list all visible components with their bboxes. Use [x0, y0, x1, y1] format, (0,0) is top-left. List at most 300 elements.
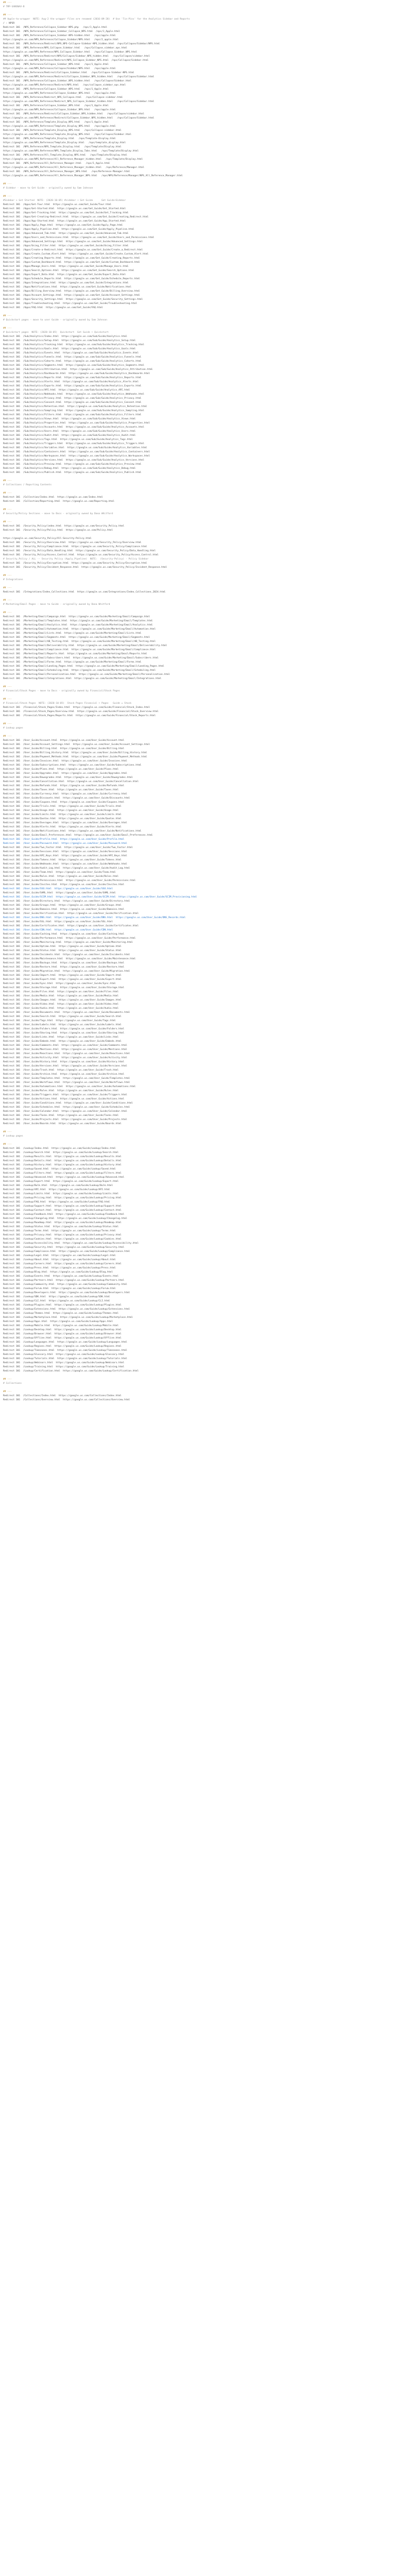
redirect-rule-line: https://google.us.com/NPS_Reference/Collapse_Sidebar/NPS.html /nps/2_apple.html [3, 39, 119, 41]
redirect-rule-line: Redirect 301 /User_Guide/Team.html https://google.us.com/User_Guide/Team.html [3, 871, 116, 874]
redirect-rule-line: Redirect 301 /User_Guide/Audio.html https://google.us.com/User_Guide/Audio.html [3, 1007, 119, 1010]
blank-line [3, 1374, 392, 1378]
redirect-rule-line: Redirect 301 /Marketing/Email/Lists.html https://google.us.com/Guide/Marketing/Email/Lists.html [3, 632, 142, 635]
redirect-rule-line: Redirect 301 /NPS_Reference/NPS_Template_Display.html /nps/Template/Display.html [3, 146, 122, 148]
redirect-rule-line: Redirect 301 /Security_Policy/Overview.html https://google.us.com/Security_Policy/Overview.html [3, 541, 142, 544]
redirect-rule-line: Redirect 301 /Sub/Analytics/Attribution.html https://google.us.com/Sub/Guide/Analytics_Attribution.html [3, 368, 153, 371]
redirect-rule-line: Redirect 301 /Collections/Index.html https://google.us.com/Collections/Index.html [3, 1395, 122, 1397]
redirect-rule-line: Redirect 301 /Sub/Analytics/Workspaces.html https://google.us.com/Sub/Guide/Analytics_Workspaces.html [3, 455, 150, 457]
highlighted-redirect-line: Redirect 301 /User_Guide/CDN.html https://google.us.com/User_Guide/CDN.html [3, 929, 113, 931]
redirect-rule-line: Redirect 301 /Apps/Notifications.html https://google.us.com/Get_Guide/Notifications.html [3, 286, 131, 289]
redirect-rule-line: Redirect 301 /User_Guide/Webhooks.html https://google.us.com/User_Guide/Webhooks.html [3, 863, 127, 866]
redirect-rule-line: Redirect 301 /User_Guide/Status.html https://google.us.com/User_Guide/Status.html [3, 950, 122, 952]
redirect-rule-line: Redirect 301 /User_Guide/Documents.html https://google.us.com/User_Guide/Documents.html [3, 1011, 130, 1014]
redirect-rule-line: Redirect 301 /Lookup/Offline.html https://google.us.com/Guide/Lookup/Offline.html [3, 1337, 122, 1340]
comment-line: # Lookup pages [3, 727, 23, 730]
redirect-rule-line: https://google.us.com/Security_Policy/All-Security-Policy.html [3, 537, 92, 540]
blank-line [3, 516, 392, 520]
section-divider-line: ## --- [3, 2, 12, 4]
redirect-rule-line: Redirect 301 /Sub/Analytics/Containers.html https://google.us.com/Sub/Guide/Analytics_Containers.html [3, 451, 150, 453]
section-divider-line: ## --- [3, 698, 12, 701]
redirect-rule-line: Redirect 301 /User_Guide/Embeds.html https://google.us.com/User_Guide/Embeds.html [3, 1040, 122, 1043]
redirect-rule-line: Redirect 301 /Lookup/Marketplace.html https://google.us.com/Guide/Lookup/Marketplace.html [3, 1316, 133, 1319]
redirect-rule-line: Redirect 301 /Lookup/API.html https://google.us.com/Guide/Lookup/API.html [3, 1189, 110, 1191]
redirect-rule-line: Redirect 301 /Marketing/Email/Analytics.html https://google.us.com/Guide/Marketing/Email/Analytics.html [3, 624, 153, 626]
blank-line [3, 731, 392, 735]
redirect-rule-line: Redirect 301 /User_Guide/Versions.html https://google.us.com/User_Guide/Versions.html [3, 1065, 127, 1067]
redirect-rule-line: Redirect 301 /User_Guide/Account_Settings.html https://google.us.com/User_Guide/Account_Settings.html [3, 743, 150, 746]
redirect-rule-line: Redirect 301 /Apps/Create_Custom_Alert.html https://google.us.com/Get_Guide/Create_Custom_Alert.html [3, 253, 149, 256]
redirect-rule-line: Redirect 301 /User_Guide/Maintenance.html https://google.us.com/User_Guide/Maintenance.html [3, 958, 136, 960]
redirect-rule-line: Redirect 301 /Lookup/Regions.html https://google.us.com/Guide/Lookup/Regions.html [3, 1345, 122, 1348]
redirect-rule-line: Redirect 301 /Sub/Analytics/API.html https://google.us.com/Sub/Guide/Analytics_API.html [3, 389, 130, 392]
redirect-rule-line: Redirect 301 /User_Guide/Trash.html https://google.us.com/User_Guide/Trash.html [3, 1069, 119, 1072]
redirect-rule-line: Redirect 301 /Marketing/Email/Reports.html https://google.us.com/Guide/Marketing/Email/Reports.html [3, 653, 147, 655]
redirect-rule-line: Redirect 301 /User_Guide/Automations.html https://google.us.com/User_Guide/Automations.html [3, 1086, 136, 1088]
redirect-rule-line: Redirect 301 /Apps/App-Started.html https://google.us.com/Get_Guide/App_Started.html [3, 220, 126, 223]
redirect-rule-line: Redirect 301 /Marketing/Email/Segments.html https://google.us.com/Guide/Marketing/Email/Segments.html [3, 636, 150, 639]
redirect-rule-line: Redirect 301 /User_Guide/SSL.html https://google.us.com/User_Guide/SSL.html [3, 921, 113, 923]
redirect-rule-line: Redirect 301 /User_Guide/Import.html https://google.us.com/User_Guide/Import.html [3, 974, 122, 977]
redirect-rule-line: Redirect 301 /Sub/Analytics/Debug.html https://google.us.com/Sub/Guide/Analytics_Debug.html [3, 467, 136, 470]
redirect-rule-line: https://google.us.com/NPS_Reference/All_Reference_Manager_NPS.html /nps/NPS/Reference/Manager/NPS_All_Reference_Manager.html [3, 175, 183, 177]
redirect-rule-line: Redirect 301 /Lookup/Partners.html https://google.us.com/Guide/Lookup/Partners.html [3, 1279, 125, 1282]
redirect-rule-line: Redirect 301 /User_Guide/Video.html https://google.us.com/User_Guide/Video.html [3, 1003, 119, 1006]
redirect-rule-line: Redirect 301 /Financial/Stock_Pages/Overview.html https://google.us.com/Guide/Financial/Stock_Overview.html [3, 710, 159, 713]
section-divider-line: ## --- [3, 1143, 12, 1146]
redirect-rule-line: Redirect 301 /Lookup/Press.html https://google.us.com/Guide/Lookup/Press.html [3, 1267, 116, 1269]
blank-line [3, 1126, 392, 1130]
blank-line [3, 595, 392, 599]
redirect-rule-line: Redirect 301 /Marketing/Email/Personalization.html https://google.us.com/Guide/Marketing/Email/Personalization.html [3, 673, 170, 676]
redirect-rule-line: Redirect 301 /Lookup/About.html https://google.us.com/Guide/Lookup/About.html [3, 1259, 116, 1261]
redirect-rule-line: Redirect 301 /User_Guide/Media.html https://google.us.com/User_Guide/Media.html [3, 995, 119, 997]
redirect-rule-line: Redirect 301 /User_Guide/Uptime.html https://google.us.com/User_Guide/Uptime.html [3, 945, 122, 948]
redirect-rule-line: Redirect 301 /Apps/Search_Options.html https://google.us.com/Get_Guide/Search_Options.html [3, 269, 135, 272]
comment-line: # Financial/Stock Pages NOTE: (2020-10-05) Stock Pages Financial + Pages Guide = Stock [3, 702, 131, 705]
redirect-rule-line: Redirect 301 /Apps/Troubleshooting.html https://google.us.com/Get_Guide/Troubleshooting.html [3, 302, 137, 305]
redirect-rule-line: Redirect 301 /User_Guide/Incidents.html https://google.us.com/User_Guide/Incidents.html [3, 954, 130, 956]
redirect-rule-line: Redirect 301 /NPS_Reference/All_Reference_Manager_NPS.html /nps/Reference-Manager.html [3, 171, 130, 173]
redirect-rule-line: Redirect 301 /Lookup/Training.html https://google.us.com/Guide/Lookup/Training.html [3, 1366, 125, 1368]
redirect-rule-line: Redirect 301 /NPS_Reference/All_Reference_Manager.html /nps/1_Apple.html [3, 162, 110, 165]
redirect-rule-line: Redirect 301 /Collection/Index.html https://google.us.com/Index.html [3, 496, 103, 499]
redirect-rule-line: Redirect 301 /User_Guide/Two_Factor.html https://google.us.com/User_Guide/Two_Factor.html [3, 846, 133, 849]
redirect-rule-line: Redirect 301 /User_Guide/Overages.html https://google.us.com/User_Guide/Overages.html [3, 822, 127, 824]
redirect-rule-line: Redirect 301 /User_Guide/Notifications.html https://google.us.com/User_Guide/Notifications.html [3, 830, 142, 833]
redirect-rule-line: Redirect 301 /Lookup/Blog.html https://google.us.com/Guide/Lookup/Blog.html [3, 1271, 113, 1274]
redirect-rule-line: Redirect 301 /Sub/Analytics/Views.html https://google.us.com/Sub/Guide/Analytics_Views.html [3, 418, 136, 420]
redirect-rule-line: Redirect 301 /Sub/Analytics/Consent.html https://google.us.com/Sub/Guide/Analytics_Consent.html [3, 401, 142, 404]
section-divider-line: ## --- [3, 327, 12, 330]
redirect-rule-line: Redirect 301 /User_Guide/Cancellation.html https://google.us.com/User_Guide/Cancellation.html [3, 781, 139, 783]
redirect-rule-line: Redirect 301 /Apps/Advanced_Settings.html https://google.us.com/Get_Guide/Advanced_Settings.html [3, 241, 143, 243]
section-divider-line: ## --- [3, 723, 12, 725]
redirect-rule-line: https://google.us.com/NPS_Reference/NPS_Template_Display_Tabs.html /nps/Template/Display.html [3, 150, 139, 152]
redirect-rule-line: Redirect 301 /User_Guide/Groups.html https://google.us.com/User_Guide/Groups.html [3, 904, 122, 907]
redirect-rule-line: Redirect 301 /Lookup/History.html https://google.us.com/Guide/Lookup/History.html [3, 1164, 122, 1166]
redirect-rule-line: https://google.us.com/NPS_Reference/Redirect/Collapse_Sidebar_NPS_hidden.html /nps/Collapse/Sidebar.html [3, 117, 155, 120]
redirect-rule-line: Redirect 301 /Marketing/Email/Compliance.html https://google.us.com/Guide/Marketing/Email/Compliance.html [3, 649, 156, 651]
redirect-rule-line: Redirect 301 /Lookup/Terms.html https://google.us.com/Guide/Lookup/Terms.html [3, 1230, 116, 1232]
redirect-rule-line: Redirect 301 /Apps/Users_and_Permissions.html https://google.us.com/Get_Guide/Users_and_Permissions.html [3, 236, 155, 239]
redirect-rule-line: Redirect 301 /Lookup/Accessibility.html https://google.us.com/Guide/Lookup/Accessibility.html [3, 1242, 139, 1245]
redirect-rule-line: Redirect 301 /Lookup/Certification.html https://google.us.com/Guide/Lookup/Certification.html [3, 1370, 139, 1372]
redirect-rule-line: Redirect 301 /Marketing/Email/Templates.html https://google.us.com/Guide/Marketing/Email/Templates.html [3, 620, 153, 622]
redirect-rule-line: Redirect 301 /NPS_Reference/NPS_Collapse_Sidebar.html /nps/Collapse_sidebar_nps.html [3, 47, 127, 49]
redirect-rule-line: Redirect 301 /User_Guide/Invoices.html https://google.us.com/User_Guide/Invoices.html [3, 760, 127, 762]
blank-line [3, 504, 392, 508]
redirect-rule-line: Redirect 301 /Security_Policy/index.html https://google.us.com/Security_Policy.html [3, 525, 125, 528]
redirect-rule-line: Redirect 301 /Lookup/Browser.html https://google.us.com/Guide/Lookup/Browser.html [3, 1333, 122, 1335]
redirect-rule-line: Redirect 301 /User_Guide/Links.html https://google.us.com/User_Guide/Links.html [3, 1036, 119, 1039]
blank-line [3, 693, 392, 698]
redirect-rule-line: Redirect 301 /User_Guide/Downgrades.html https://google.us.com/User_Guide/Downgrades.html [3, 776, 133, 779]
comment-line: # Quickstart pages NOTE: (2020-10-05) Quickstart Get Guide + Quickstart [3, 331, 109, 334]
redirect-rule-line: https://google.us.com/NPS_Reference/Template_Display.html /nps/template_display.html [3, 142, 126, 144]
redirect-rule-line: Redirect 301 /Sub/Analytics/Reports.html https://google.us.com/Sub/Guide/Analytics_Reports.html [3, 377, 142, 379]
redirect-rule-line: Redirect 301 /Collection/Reporting.html https://google.us.com/Reporting.html [3, 500, 114, 503]
redirect-rule-line: Redirect 301 /User_Guide/Storage.html https://google.us.com/User_Guide/Storage.html [3, 987, 125, 989]
redirect-rule-line: Redirect 301 /Lookup/Plugins.html https://google.us.com/Guide/Lookup/Plugins.html [3, 1304, 122, 1307]
blank-line [3, 1386, 392, 1390]
section-divider-line: ## --- [3, 14, 12, 16]
redirect-rule-line: Redirect 301 /User_Guide/Subscriptions.html https://google.us.com/User_Guide/Subscriptions.html [3, 764, 142, 767]
redirect-rule-line: Redirect 301 /Apps/Manage_Users.html https://google.us.com/Get_Guide/Manage_Users.html [3, 265, 129, 268]
blank-line [3, 570, 392, 574]
redirect-rule-line: Redirect 301 /Lookup/Saved.html https://google.us.com/Guide/Lookup/Saved.html [3, 1168, 116, 1171]
redirect-rule-line: Redirect 301 /Sub/Analytics/Publish.html https://google.us.com/Sub/Guide/Analytics_Publish.html [3, 471, 142, 474]
redirect-rule-line: Redirect 301 /User_Guide/Monitoring.html https://google.us.com/User_Guide/Monitoring.html [3, 941, 133, 944]
redirect-rule-line: Redirect 301 /Lookup/Forum.html https://google.us.com/Guide/Lookup/Forum.html [3, 1287, 116, 1290]
redirect-rule-line: Redirect 301 /User_Guide/Refunds.html https://google.us.com/User_Guide/Refunds.html [3, 785, 125, 787]
section-divider-line: ## --- [3, 492, 12, 495]
redirect-rule-line: Redirect 301 /Sub/Analytics/Goals.html https://google.us.com/Sub/Guide/Analytics_Goals.html [3, 348, 136, 350]
section-divider-line: ## --- [3, 612, 12, 614]
blank-line [3, 487, 392, 492]
redirect-rule-line: Redirect 301 /NPS_Reference/Collapse_Sidebar_NPS.html /nps/1_Apple.html [3, 63, 109, 66]
redirect-rule-line: Redirect 301 /User_Guide/Workflows.html https://google.us.com/User_Guide/Workflows.html [3, 1081, 130, 1084]
redirect-rule-line: Redirect 301 /User_Guide/Audit_Log.html https://google.us.com/User_Guide/Audit_Log.html [3, 867, 130, 870]
redirect-rule-line: Redirect 301 /User_Guide/Images.html https://google.us.com/User_Guide/Images.html [3, 999, 122, 1002]
redirect-rule-line: Redirect 301 /User_Guide/Actions.html https://google.us.com/User_Guide/Actions.html [3, 1098, 125, 1100]
redirect-rule-line: Redirect 301 /User_Guide/Email_Preferences.html https://google.us.com/User_Guide/Email_Preferences.html [3, 834, 153, 837]
redirect-rule-line: Redirect 301 /NPS_Reference/Redirect/Collapse_Sidebar.html /nps/Collapse-Sidebar-NPS.html [3, 72, 135, 74]
redirect-rule-line: Redirect 301 /User_Guide/API_Keys.html https://google.us.com/User_Guide/API_Keys.html [3, 855, 127, 857]
redirect-rule-line: Redirect 301 /User_Guide/Activity.html https://google.us.com/User_Guide/Activity.html [3, 1057, 127, 1059]
redirect-rule-line: https://google.us.com/NPS_Reference/Collapse_Sidebar_NPS.html /nps/apple.html [3, 92, 116, 95]
redirect-rule-line: Redirect 301 /Lookup/Developers.html https://google.us.com/Guide/Lookup/Developers.html [3, 1292, 130, 1294]
section-divider-line: ## --- [3, 735, 12, 738]
redirect-rule-line: Redirect 301 /User_Guide/Sessions.html https://google.us.com/User_Guide/Sessions.html [3, 851, 127, 853]
redirect-rule-line: Redirect 301 /User_Guide/Upgrades.html https://google.us.com/User_Guide/Upgrades.html [3, 772, 127, 775]
redirect-rule-line: https://google.us.com/NPS_Reference/Redirect/NPS_Collapse_Sidebar_NPS.html /nps/Collapse/Sidebar.html [3, 59, 149, 62]
blank-line [3, 310, 392, 314]
blank-line [3, 607, 392, 611]
redirect-rule-line: Redirect 301 /Collections/Overview.html https://google.us.com/Collections/Overview.html [3, 1399, 130, 1401]
comment-line: # Quickstart pages - move to user Guide - originally owned by Sam Johnson [3, 319, 107, 321]
comment-line: # Marketing/Email Pages - move to Guide - originally owned by Dana Whitford [3, 603, 110, 606]
section-divider-line: ## --- [3, 1378, 12, 1381]
redirect-rule-line: Redirect 301 /Sub/Analytics/Privacy.html https://google.us.com/Sub/Guide/Analytics_Privacy.html [3, 397, 142, 400]
redirect-rule-line: Redirect 301 /User_Guide/Schedules.html https://google.us.com/User_Guide/Schedules.html [3, 1106, 130, 1109]
redirect-rule-line: Redirect 301 /Sub/Analytics/Retention.html https://google.us.com/Sub/Guide/Analytics_Retention.html [3, 405, 147, 408]
redirect-rule-line: Redirect 301 /User_Guide/Migration.html https://google.us.com/User_Guide/Migration.html [3, 970, 130, 973]
redirect-rule-line: Redirect 301 /Lookup/Events.html https://google.us.com/Guide/Lookup/Events.html [3, 1275, 119, 1278]
redirect-rule-line: Redirect 301 /User_Guide/Tokens.html https://google.us.com/User_Guide/Tokens.html [3, 859, 122, 861]
redirect-rule-line: Redirect 301 /NPS_Reference/Template_Display_NPS.html /nps/Collapse-sidebar.html [3, 129, 122, 132]
redirect-rule-line: Redirect 301 /User_Guide/Limits.html https://google.us.com/User_Guide/Limits.html [3, 814, 122, 816]
redirect-rule-line: Redirect 301 /Sub/Analytics/Properties.html https://google.us.com/Sub/Guide/Analytics_Properties.html [3, 422, 150, 425]
section-divider-line: ## --- [3, 195, 12, 198]
redirect-rule-line: Redirect 301 /Apps/Creating_Reports.html https://google.us.com/Get_Guide/Creating_Reports.html [3, 257, 140, 260]
blank-line [3, 9, 392, 13]
redirect-rule-line: Redirect 301 /Lookup/Filters.html https://google.us.com/Guide/Lookup/Filters.html [3, 1172, 122, 1175]
redirect-rule-line: Redirect 301 /User_Guide/Invites.html https://google.us.com/User_Guide/Invites.html [3, 884, 125, 886]
redirect-rule-line: Redirect 301 /Apps/Export_Data.html https://google.us.com/Get_Guide/Export_Data.html [3, 274, 126, 276]
redirect-rule-line: Redirect 301 /Sub/Analytics/Dashboards.html https://google.us.com/Sub/Guide/Analytics_Dashboards.html [3, 372, 150, 375]
redirect-rule-line: Redirect 301 /Sub/Analytics/Tracking.html https://google.us.com/Sub/Guide/Analytics_Tracking.html [3, 344, 144, 346]
redirect-rule-line: Redirect 301 /Sub/Analytics/Triggers.html https://google.us.com/Sub/Guide/Analytics_Triggers.html [3, 443, 144, 445]
highlighted-redirect-line: Redirect 301 /User_Guide/DNS.html https://google.us.com/User_Guide/DNS.html https://google.us.com/User_Guide/DNS_Records.html [3, 917, 186, 919]
redirect-rule-line: Redirect 301 /User_Guide/Reactions.html https://google.us.com/User_Guide/Reactions.html [3, 1053, 130, 1055]
redirect-rule-line: Redirect 301 /Security_Policy/Encryption.html https://google.us.com/Security_Policy/Encryption.html [3, 562, 147, 565]
redirect-rule-line: Redirect 301 /Sub/Analytics/Cohorts.html https://google.us.com/Sub/Guide/Analytics_Cohorts.html [3, 360, 142, 363]
redirect-rule-line: Redirect 301 /Marketing/Email/Integrations.html https://google.us.com/Guide/Marketing/Email/Integrations.html [3, 677, 161, 680]
redirect-rule-line: https://google.us.com/NPS_Reference/Collapse/Sidebar/NPS.html /nps/apple.html [3, 67, 116, 70]
redirect-rule-line: Redirect 301 /Apps/Get-Creating-Redirect.html https://google.us.com/Get_Guide/Creating_Redirect.html [3, 216, 149, 218]
redirect-rule-line: Redirect 301 /Integrations/Index_Collections.html https://google.us.com/Integrations/Index_Collections_2024.html [3, 591, 166, 594]
redirect-rule-line: Redirect 301 /Lookup/Community.html https://google.us.com/Guide/Lookup/Community.html [3, 1283, 127, 1286]
redirect-rule-line: Redirect 301 /Lookup/Languages.html https://google.us.com/Guide/Lookup/Languages.html [3, 1341, 127, 1344]
redirect-rule-line: Redirect 301 /Lookup/Changelog.html https://google.us.com/Guide/Lookup/Changelog.html [3, 1217, 127, 1220]
redirect-rule-line: Redirect 301 /NPS_Reference/Redirect/Collapse_Sidebar_NPS_hidden.html /nps/Collapse/sidebar.html [3, 113, 144, 115]
redirect-rule-line: Redirect 301 /NPS_Reference/Collapse_Sidebar_Collapse_NPS.html /nps/1_Apple.html [3, 30, 120, 33]
comment-line: # Collections / Reporting Contents [3, 484, 52, 486]
redirect-rule-line: Redirect 301 /Sub/Analytics/Versions.html https://google.us.com/Sub/Guide/Analytics_Versions.html [3, 459, 144, 462]
redirect-rule-line: Redirect 301 /User_Guide/Plans.html https://google.us.com/User_Guide/Plans.html [3, 768, 119, 771]
redirect-rule-line: Redirect 301 /User_Guide/History.html https://google.us.com/User_Guide/History.html [3, 1061, 125, 1063]
redirect-rule-line: Redirect 301 /Apps/Get-Tour.html https://google.us.com/Get_Guide/Tour.html [3, 204, 112, 206]
blank-line [3, 323, 392, 327]
comment-line: # Lookup pages [3, 1135, 23, 1138]
redirect-rule-line: Redirect 301 /Lookup/Timezones.html https://google.us.com/Guide/Lookup/Timezones.html [3, 1349, 127, 1352]
redirect-rule-line: Redirect 301 /Marketing/Email/Deliverability.html https://google.us.com/Guide/Marketing/Email/Deliverability.html [3, 645, 168, 647]
section-divider-line: ## --- [3, 521, 12, 523]
redirect-rule-line: Redirect 301 /User_Guide/Labels.html https://google.us.com/User_Guide/Labels.html [3, 1024, 122, 1026]
redirect-rule-line: Redirect 301 /Sub/Analytics/Setup.html https://google.us.com/Sub/Guide/Analytics_Setup.html [3, 340, 136, 342]
redirect-rule-line: Redirect 301 /NPS_Reference/Template_Display_NPS.html /nps/1_Apple.html [3, 121, 109, 124]
blank-line [3, 178, 392, 182]
blank-line [3, 1139, 392, 1143]
redirect-rule-line: Redirect 301 /Sub/Analytics/Users.html https://google.us.com/Sub/Guide/Analytics_Users.html [3, 430, 136, 433]
redirect-rule-line: https://google.us.com/NPS_Reference/Collapse_Sidebar_NPS.html /nps/apple.html [3, 109, 116, 111]
redirect-rule-line: Redirect 301 /User_Guide/Search.html https://google.us.com/User_Guide/Search.html [3, 1015, 122, 1018]
redirect-rule-line: Redirect 301 /Security_Policy/Data_Handling.html https://google.us.com/Security_Policy/Data_Handling.html [3, 550, 156, 552]
redirect-rule-line: https://google.us.com/NPS_Reference/All_Reference_Manager_hidden.html /nps/Reference/Manager.html [3, 166, 144, 169]
redirect-rule-line: Redirect 301 /User_Guide/Domains.html https://google.us.com/User_Guide/Domains.html [3, 908, 125, 911]
redirect-rule-line: Redirect 301 /Lookup/Mobile.html https://google.us.com/Guide/Lookup/Mobile.html [3, 1325, 119, 1327]
redirect-rule-line: Redirect 301 /Lookup/Support.html https://google.us.com/Guide/Lookup/Support.html [3, 1205, 122, 1208]
redirect-rule-line: Redirect 301 /User_Guide/Sharing.html https://google.us.com/User_Guide/Sharing.html [3, 1032, 125, 1035]
redirect-rule-line: Redirect 301 /Lookup/Security.html https://google.us.com/Guide/Lookup/Security.html [3, 1246, 125, 1249]
redirect-rule-line: Redirect 301 /Lookup/Extensions.html https://google.us.com/Guide/Lookup/Extensions.html [3, 1308, 130, 1311]
redirect-rule-line: Redirect 301 /Sub/Analytics/Sampling.html https://google.us.com/Sub/Guide/Analytics_Sampling.html [3, 410, 144, 412]
redirect-rule-line: https://google.us.com/NPS_Reference/All_Reference_Manager_hidden.html /nps/Template/Display.html [3, 158, 143, 161]
redirect-rule-line: Redirect 301 /Lookup/Legal.html https://google.us.com/Guide/Lookup/Legal.html [3, 1255, 116, 1257]
redirect-rule-line: Redirect 301 /User_Guide/Comments.html https://google.us.com/User_Guide/Comments.html [3, 1044, 127, 1047]
redirect-rule-line: Redirect 301 /Sub/Analytics/Alerts.html https://google.us.com/Sub/Guide/Analytics_Alerts.html [3, 381, 139, 383]
redirect-rule-line: Redirect 301 /NPS_Reference/Redirect/NPS/Collapse/Sidebar_NPS_hidden.html /nps/Collapse/sidebar.html [3, 55, 150, 58]
redirect-rule-line: / : NPSR [3, 22, 15, 25]
section-divider-line: ## --- [3, 1131, 12, 1133]
redirect-rule-line: https://google.us.com/NPS_Reference/Template_Display_NPS.html /nps/Collapse/Sidebar.html [3, 133, 131, 136]
redirect-rule-line: Redirect 301 /Sub/Analytics/Exports.html https://google.us.com/Sub/Guide/Analytics_Exports.html [3, 385, 142, 387]
redirect-rule-line: Redirect 301 /User_Guide/Alerts.html https://google.us.com/User_Guide/Alerts.html [3, 826, 122, 828]
redirect-rule-line: Redirect 301 /User_Guide/Billing_History.html https://google.us.com/User_Guide/Billing_History.html [3, 752, 147, 754]
redirect-rule-line: Redirect 301 /Lookup/CLI.html https://google.us.com/Guide/Lookup/CLI.html [3, 1300, 110, 1302]
redirect-rule-line: Redirect 301 /Apps/Apply_Pipeline.html https://google.us.com/Get_Guide/Apply_Pipeline.html [3, 228, 135, 231]
redirect-rule-line: Redirect 301 /User_Guide/Boards.html https://google.us.com/User_Guide/Boards.html [3, 1123, 122, 1125]
redirect-rule-line: Redirect 301 /Apps/Schedule_Reports.html https://google.us.com/Get_Guide/Schedule_Reports.html [3, 278, 140, 280]
redirect-rule-line: Redirect 301 /Apps/Account_Settings.html https://google.us.com/Get_Guide/Account_Settings.html [3, 294, 140, 297]
comment-line: ## Apple-to-wrapper NOTE: Aug-2 the wrapper files are renamed (2016-09-28) # Use 'Tin-Pins' for the Analytics Sidebar and Reports [3, 18, 190, 21]
comment-line: # Integrations [3, 579, 23, 581]
redirect-rule-line: Redirect 301 /NPS_Reference/Redirect/NPS_NPS-Collapse-Sidebar-NPS_hidden.html /nps/Collapse/Sidebar/NPS.html [3, 43, 160, 45]
blank-line [3, 475, 392, 479]
redirect-rule-line: Redirect 301 /Lookup/Index.html https://google.us.com/Guide/Lookup/Index.html [3, 1147, 116, 1150]
redirect-rule-line: Redirect 301 /Sub/Analytics/Accounts.html https://google.us.com/Sub/Guide/Analytics_Accounts.html [3, 426, 144, 429]
redirect-rule-line: Redirect 301 /User_Guide/Usage.html https://google.us.com/User_Guide/Usage.html [3, 809, 119, 812]
redirect-rule-line: Redirect 301 /User_Guide/Tasks.html https://google.us.com/User_Guide/Tasks.html [3, 1114, 119, 1117]
redirect-rule-line: Redirect 301 /Financial/Stock_Pages/Reports.html https://google.us.com/Guide/Financial/Stock_Reports.html [3, 715, 156, 717]
redirect-rule-line: Redirect 301 /User_Guide/Export.html https://google.us.com/User_Guide/Export.html [3, 978, 122, 981]
redirect-rule-line: Redirect 301 /User_Guide/Archive.html https://google.us.com/User_Guide/Archive.html [3, 1073, 125, 1076]
highlighted-redirect-line: Redirect 301 /User_Guide/Password.html https://google.us.com/User_Guide/Password.html [3, 842, 127, 845]
redirect-rule-line: Redirect 301 /Marketing/Email/Campaign.html https://google.us.com/Guide/Marketing/Email/Campaign.html [3, 616, 150, 618]
redirect-rule-line: Redirect 301 /User_Guide/Rules.html https://google.us.com/User_Guide/Rules.html [3, 1090, 119, 1092]
redirect-rule-line: Redirect 301 /NPS_Reference/All_Template_Display_NPS.html /nps/Template/Display.html [3, 154, 127, 157]
redirect-rule-line: Redirect 301 /Lookup/Bulk.html https://google.us.com/Guide/Lookup/Bulk.html [3, 1184, 113, 1187]
comment-line: # Collections [3, 1382, 22, 1385]
highlighted-redirect-line: Redirect 301 /User_Guide/SSO.html https://google.us.com/User_Guide/SSO.html [3, 888, 113, 890]
redirect-rule-line: Redirect 301 /Lookup/Privacy.html https://google.us.com/Guide/Lookup/Privacy.html [3, 1234, 122, 1236]
redirect-rule-line: Redirect 301 /User_Guide/Tags.html https://google.us.com/User_Guide/Tags.html [3, 1020, 116, 1022]
redirect-rule-line: https://google.us.com/NPS_Reference/Template_Display_NPS.html /nps/apple.html [3, 125, 116, 128]
blank-line [3, 582, 392, 586]
redirect-rule-line: Redirect 301 /Lookup/FAQ.html https://google.us.com/Guide/Lookup/FAQ.html [3, 1201, 110, 1204]
redirect-rule-line: Redirect 301 /Apps/Get-Started.html https://google.us.com/Get_Guide/Get_Started.html [3, 208, 126, 210]
redirect-rule-line: Redirect 301 /Sub/Analytics/Audit.html https://google.us.com/Sub/Guide/Analytics_Audit.html [3, 434, 136, 437]
redirect-rule-line: Redirect 301 /Security_Policy/Policy.html https://google.us.com/Policy.html [3, 529, 113, 532]
redirect-rule-line: Redirect 301 /Apps/Custom_Dashboard.html https://google.us.com/Get_Guide/Custom_Dashboard.html [3, 261, 140, 264]
redirect-rule-line: Redirect 301 /Lookup/Contact.html https://google.us.com/Guide/Lookup/Contact.html [3, 1209, 122, 1212]
redirect-rule-line: Redirect 301 /Lookup/SDK.html https://google.us.com/Guide/Lookup/SDK.html [3, 1296, 110, 1298]
redirect-rule-line: Redirect 301 /User_Guide/Backups.html https://google.us.com/User_Guide/Backups.html [3, 962, 125, 964]
redirect-rule-line: Redirect 301 /User_Guide/Account.html https://google.us.com/User_Guide/Account.html [3, 739, 125, 742]
redirect-rule-line: Redirect 301 /Sub/Analytics/Funnels.html https://google.us.com/Sub/Guide/Analytics_Funnels.html [3, 356, 142, 359]
redirect-rule-line: https://google.us.com/NPS_Reference/Redirect/Collapse_Sidebar_NPS_hidden.html /nps/Collapse/Sidebar.html [3, 76, 155, 78]
section-divider-line: ## --- [3, 587, 12, 589]
redirect-rule-line: Redirect 301 /Lookup/Export.html https://google.us.com/Guide/Lookup/Export.html [3, 1180, 119, 1183]
section-divider-line: ## --- [3, 1391, 12, 1393]
redirect-rule-line: https://google.us.com/NPS_Reference/Redirect_NPS_Collapse_Sidebar_hidden.html /nps/Collapse/Sidebar.html [3, 100, 155, 103]
redirect-rule-line: Redirect 301 /User_Guide/Quotas.html https://google.us.com/User_Guide/Quotas.html [3, 818, 122, 820]
redirect-rule-line: Redirect 301 /User_Guide/Billing.html https://google.us.com/User_Guide/Billing.html [3, 748, 125, 750]
redirect-rule-line: Redirect 301 /Lookup/Limits.html https://google.us.com/Guide/Lookup/Limits.html [3, 1193, 119, 1195]
redirect-rule-line: Redirect 301 /Lookup/Tutorials.html https://google.us.com/Guide/Lookup/Tutorials.html [3, 1358, 127, 1360]
blank-line [3, 718, 392, 722]
redirect-rule-line: Redirect 301 /Lookup/Roadmap.html https://google.us.com/Guide/Lookup/Roadmap.html [3, 1222, 122, 1224]
redirect-rule-line: Redirect 301 /Lookup/Cookies.html https://google.us.com/Guide/Lookup/Cookies.html [3, 1238, 122, 1241]
comment-line: # Sidebar - move to Get Guide - originally owned by Sam Johnson [3, 187, 93, 190]
redirect-rule-line: Redirect 301 /User_Guide/Templates.html https://google.us.com/User_Guide/Templates.html [3, 1077, 130, 1080]
redirect-rule-line: Redirect 301 /NPS_Reference/Collapse_Sidebar_NPS.html /nps/1_Apple.html [3, 105, 109, 107]
redirect-rule-line: Redirect 301 /NPS_Reference/Collapse_Sidebar-NPS-hidden.html /nps/apple.html [3, 35, 116, 37]
redirect-rule-line: Redirect 301 /Financial/Stock_Pages/Index.html https://google.us.com/Guide/Financial/Stock_Index.html [3, 706, 150, 709]
redirect-rule-line: Redirect 301 /User_Guide/Folders.html https://google.us.com/User_Guide/Folders.html [3, 1028, 125, 1030]
redirect-rule-line: Redirect 301 /User_Guide/Triggers.html https://google.us.com/User_Guide/Triggers.html [3, 1094, 127, 1096]
redirect-rule-line: Redirect 301 /Marketing/Email/Scheduling.html https://google.us.com/Guide/Marketing/Email/Scheduling.html [3, 669, 156, 672]
redirect-rule-line: Redirect 301 /Lookup/Compliance.html https://google.us.com/Guide/Lookup/Compliance.html [3, 1250, 130, 1253]
redirect-rule-line: Redirect 301 /User_Guide/Caching.html https://google.us.com/User_Guide/Caching.html [3, 933, 125, 936]
redirect-rule-line: Redirect 301 /Lookup/Advanced.html https://google.us.com/Guide/Lookup/Advanced.html [3, 1176, 125, 1179]
redirect-rule-line: Redirect 301 /User_Guide/Verification.html https://google.us.com/User_Guide/Verification.html [3, 912, 139, 915]
blank-line [3, 191, 392, 195]
blank-line [3, 533, 392, 537]
redirect-rule-line: Redirect 301 /User_Guide/Files.html https://google.us.com/User_Guide/Files.html [3, 991, 119, 993]
redirect-rule-line: Redirect 301 /Marketing/Email/AB_Testing.html https://google.us.com/Guide/Marketing/Email/AB_Testing.html [3, 640, 156, 643]
redirect-rule-line: Redirect 301 /Marketing/Email/Landing_Pages.html https://google.us.com/Guide/Marketing/Email/Landing_Pages.html [3, 665, 164, 668]
redirect-rule-line: Redirect 301 /Lookup/Pricing.html https://google.us.com/Guide/Lookup/Pricing.html [3, 1197, 122, 1199]
redirect-rule-line: Redirect 301 /User_Guide/Discounts.html https://google.us.com/User_Guide/Discounts.html [3, 797, 130, 800]
comment-line: # Security/Policy Sections - move to Docs - originally owned by Dana Whitford [3, 513, 113, 515]
redirect-rule-line: Redirect 301 /Lookup/Search.html https://google.us.com/Guide/Lookup/Search.html [3, 1151, 119, 1154]
redirect-rule-line: Redirect 301 /User_Guide/Permissions.html https://google.us.com/User_Guide/Permissions.html [3, 879, 136, 882]
redirect-rule-line: Redirect 301 /User_Guide/Taxes.html https://google.us.com/User_Guide/Taxes.html [3, 789, 119, 791]
redirect-rule-line: Redirect 301 /Lookup/Careers.html https://google.us.com/Guide/Lookup/Careers.html [3, 1263, 122, 1265]
redirect-rule-line: Redirect 301 /User_Guide/Sync.html https://google.us.com/User_Guide/Sync.html [3, 982, 116, 985]
redirect-rule-line: Redirect 301 /Apps/Get-Tracking.html https://google.us.com/Get_Guide/Get_Tracking.html [3, 212, 129, 214]
redirect-rule-line: Redirect 301 /Lookup/Apps.html https://google.us.com/Guide/Lookup/Apps.html [3, 1320, 113, 1323]
redirect-rule-line: Redirect 301 /Lookup/Status.html https://google.us.com/Guide/Lookup/Status.html [3, 1226, 119, 1228]
redirect-rule-line: Redirect 301 /Lookup/Feedback.html https://google.us.com/Guide/Lookup/Feedback.html [3, 1213, 125, 1216]
redirect-rule-line: Redirect 301 /Sub/Analytics/Preview.html https://google.us.com/Sub/Guide/Analytics_Preview.html [3, 463, 142, 466]
redirect-rule-line: Redirect 301 /NPS_Reference/Collapse_Sidebar_NPS_hidden.html /nps/Collapse/Sidebar.html [3, 80, 131, 82]
redirect-rule-line: Redirect 301 /Apps/Security_Settings.html https://google.us.com/Get_Guide/Security_Settings.html [3, 298, 143, 301]
redirect-rule-line: Redirect 301 /User_Guide/Payment_Methods.html https://google.us.com/User_Guide/Payment_Methods.html [3, 756, 147, 758]
redirect-rule-line: Redirect 301 /NPS_Reference/Collapse_Sidebar_NPS.html /nps/1_Apple.html [3, 88, 109, 91]
redirect-rule-line: Redirect 301 /User_Guide/Calendar.html https://google.us.com/User_Guide/Calendar.html [3, 1110, 127, 1113]
redirect-rule-line: Redirect 301 /Lookup/Glossary.html https://google.us.com/Guide/Lookup/Glossary.html [3, 1353, 125, 1356]
redirect-rule-line: Redirect 301 /Sub/Analytics/Events.html https://google.us.com/Sub/Guide/Analytics_Events.html [3, 352, 139, 354]
redirect-rule-line: Redirect 301 /NPS_Reference/Redirect_NPS_Collapse.html /nps/Collapse-sidebar.html [3, 96, 123, 99]
redirect-rule-line: Redirect 301 /Apps/Create-a-Redirect.html https://google.us.com/Get_Guide/Create_a_Redirect.html [3, 249, 143, 251]
redirect-rule-line: Redirect 301 /User_Guide/Directory.html https://google.us.com/User_Guide/Directory.html [3, 900, 130, 903]
redirect-rule-line: Redirect 301 /Marketing/Email/Subscribers.html https://google.us.com/Guide/Marketing/Email/Subscribers.html [3, 657, 159, 659]
redirect-rule-line: Redirect 301 /Lookup/Webinars.html https://google.us.com/Guide/Lookup/Webinars.html [3, 1362, 125, 1364]
highlighted-redirect-line: Redirect 301 /User_Guide/SCIM.html https://google.us.com/User_Guide/SCIM.html https://google.us.com/User_Guide/SCIM_Provisioning.html [3, 896, 197, 899]
redirect-rule-line: Redirect 301 /Security_Policy/Incident_Response.html https://google.us.com/Security_Policy/Incident_Response.html [3, 566, 168, 569]
redirect-rule-line: Redirect 301 /User_Guide/Performance.html https://google.us.com/User_Guide/Performance.html [3, 937, 136, 940]
redirect-rule-line: https://google.us.com/NPS_Reference/Redirect/NPS.html /nps/collapse_sidebar_nps.html [3, 84, 126, 87]
redirect-rule-line: Redirect 301 /Sub/Analytics/Index.html https://google.us.com/Sub/Guide/Analytics.html [3, 335, 127, 338]
redirect-rule-line: Redirect 301 /User_Guide/Projects.html https://google.us.com/User_Guide/Projects.html [3, 1118, 127, 1121]
redirect-rule-line: Redirect 301 /Lookup/Desktop.html https://google.us.com/Guide/Lookup/Desktop.html [3, 1329, 122, 1331]
redirect-rule-line: Redirect 301 /User_Guide/Certificates.html https://google.us.com/User_Guide/Certificates.html [3, 925, 139, 927]
redirect-rule-line: Redirect 301 /Sub/Analytics/Segments.html https://google.us.com/Sub/Guide/Analytics_Segments.html [3, 364, 144, 367]
section-divider-line: ## --- [3, 183, 12, 185]
